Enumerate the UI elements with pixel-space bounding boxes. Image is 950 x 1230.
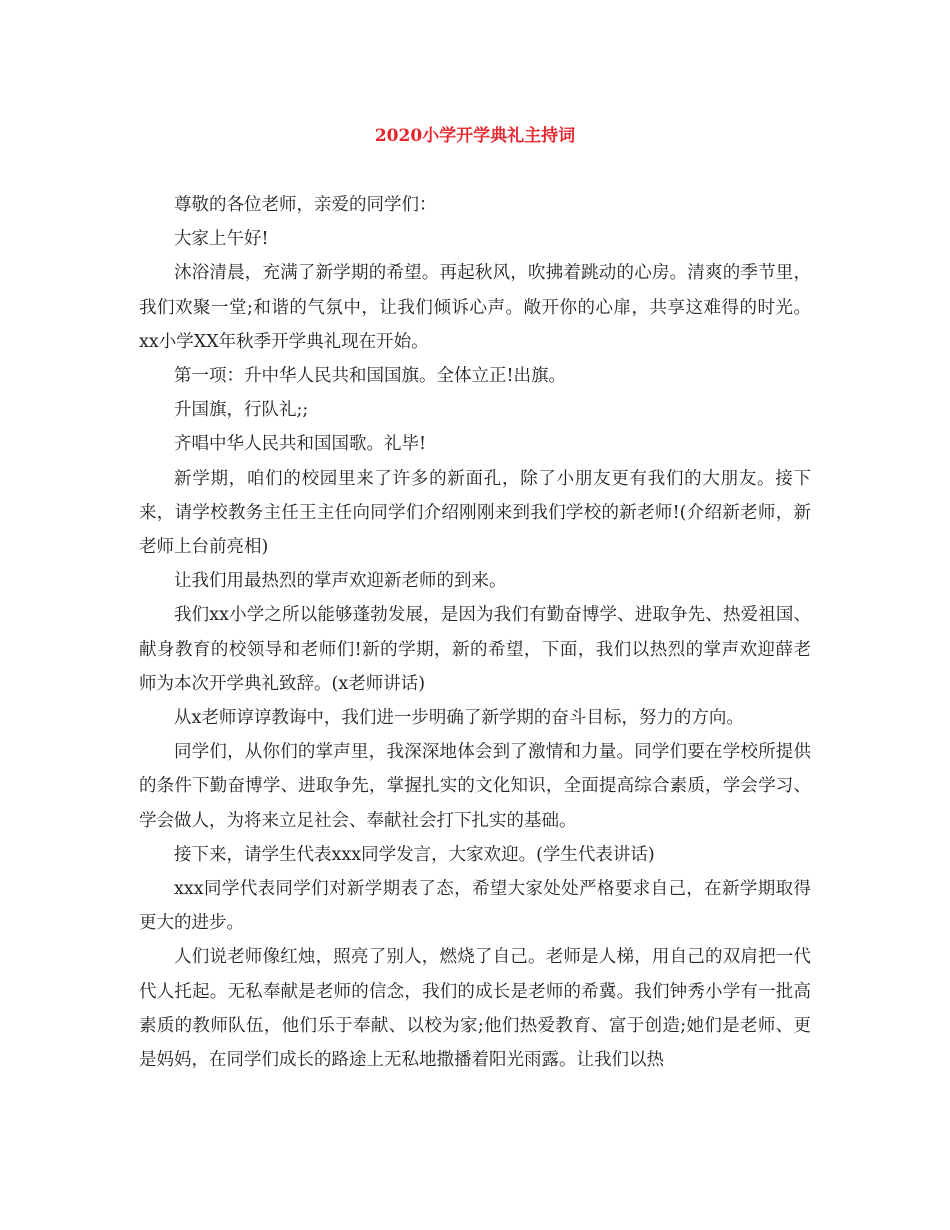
- paragraph-student-speech: 接下来，请学生代表xxx同学发言，大家欢迎。(学生代表讲话): [174, 844, 655, 865]
- paragraph-teacher-praise: 人们说老师像红烛，照亮了别人，燃烧了自己。老师是人梯，用自己的双肩把一代代人托起。无私奉献是老师的信念，我们的成长是老师的希冀。我们钟秀小学有一批高素质的教师队伍，他们乐于奉献、以校为家;他们热爱教育、富于创造;她们是老师、更是妈妈，在同学们成长的路途上无私地撒播着阳光雨露。让我们以热: [139, 947, 811, 1071]
- paragraph-goals: 从x老师谆谆教诲中，我们进一步明确了新学期的奋斗目标，努力的方向。: [174, 708, 744, 729]
- paragraph-opening: 沐浴清晨，充满了新学期的希望。再起秋风，吹拂着跳动的心房。清爽的季节里，我们欢聚一堂;和谐的气氛中，让我们倾诉心声。敞开你的心扉，共享这难得的时光。xx小学XX年秋季开学典礼现在开始。: [139, 263, 811, 352]
- paragraph-anthem: 齐唱中华人民共和国国歌。礼毕!: [174, 434, 427, 455]
- paragraph-new-teachers: 新学期，咱们的校园里来了许多的新面孔，除了小朋友更有我们的大朋友。接下来，请学校教务主任王主任向同学们介绍刚刚来到我们学校的新老师!(介绍新老师，新老师上台前亮相): [139, 468, 811, 558]
- paragraph-greeting: 大家上午好!: [174, 229, 269, 250]
- document-title: 2020小学开学典礼主持词: [374, 126, 576, 146]
- paragraph-flag-raising: 第一项：升中华人民共和国国旗。全体立正!出旗。: [174, 366, 567, 387]
- paragraph-salutation: 尊敬的各位老师，亲爱的同学们：: [174, 195, 437, 215]
- paragraph-students: 同学们，从你们的掌声里，我深深地体会到了激情和力量。同学们要在学校所提供的条件下勤奋博学、进取争先，掌握扎实的文化知识，全面提高综合素质，学会学习、学会做人，为将来立足社会、奉献社会打下扎实的基础。: [139, 742, 811, 831]
- paragraph-student-pledge: xxx同学代表同学们对新学期表了态，希望大家处处严格要求自己，在新学期取得更大的进步。: [139, 879, 811, 934]
- paragraph-welcome-teachers: 让我们用最热烈的掌声欢迎新老师的到来。: [174, 571, 507, 592]
- document-body: [139, 188, 811, 1077]
- paragraph-salute: 升国旗，行队礼;;: [174, 400, 309, 421]
- paragraph-teacher-speech: 我们xx小学之所以能够蓬勃发展，是因为我们有勤奋博学、进取争先、热爱祖国、献身教育的校领导和老师们!新的学期，新的希望，下面，我们以热烈的掌声欢迎薛老师为本次开学典礼致辞。(x老师讲话): [139, 605, 811, 694]
